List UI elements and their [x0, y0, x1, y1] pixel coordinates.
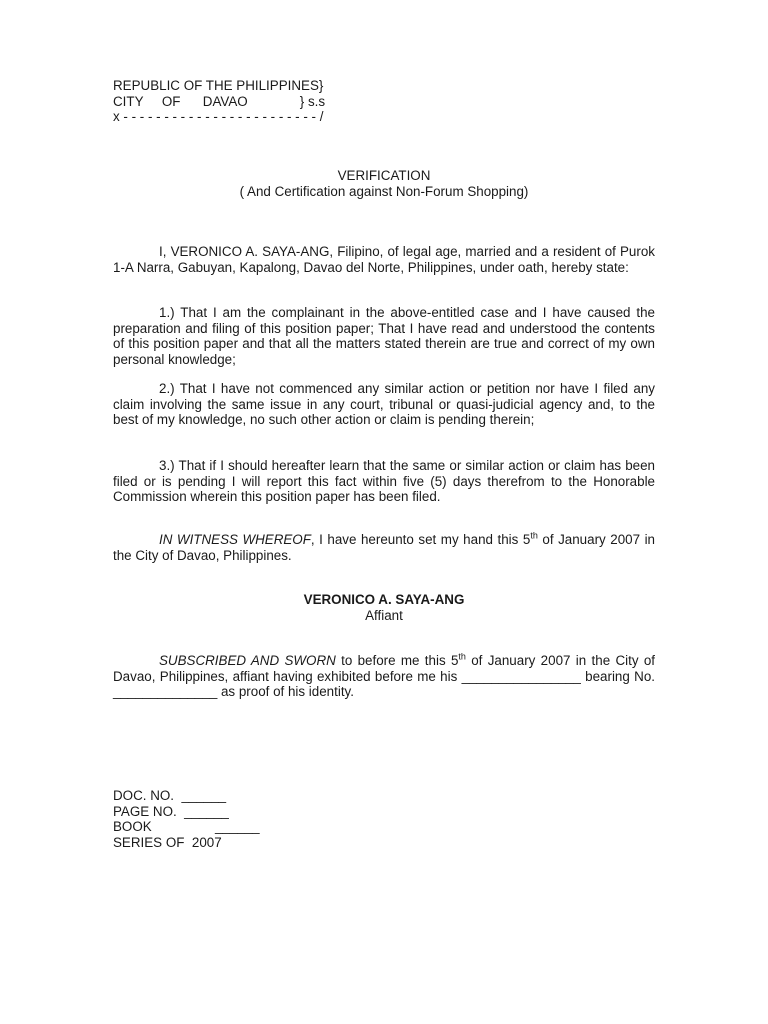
venue-city: CITY OF DAVAO } s.s	[113, 93, 326, 109]
item-1-paragraph: 1.) That I am the complainant in the above-entitled case and I have caused the preparation and filing of this position paper; That I have read and understood the contents of this position paper and that all the matters stated therein are true and correct of my own personal knowledge;	[113, 305, 655, 367]
document-title	[113, 168, 655, 199]
witness-paragraph	[113, 532, 655, 563]
witness-text-after: of January 2007 in the City of Davao, Philippines.	[113, 532, 656, 563]
jurat-lead: SUBSCRIBED AND SWORN	[159, 653, 336, 668]
notarial-register	[113, 788, 413, 850]
intro-paragraph: I, VERONICO A. SAYA-ANG, Filipino, of legal age, married and a resident of Purok 1-A Narra, Gabuyan, Kapalong, Davao del Norte, Philippines, under oath, hereby state:	[113, 244, 655, 275]
item-2-paragraph: 2.) That I have not commenced any similar action or petition nor have I filed any claim involving the same issue in any court, tribunal or quasi-judicial agency and, to the best of my knowledge, no such other action or claim is pending therein;	[113, 381, 655, 428]
witness-text-before: , I have hereunto set my hand this 5	[310, 532, 531, 547]
venue-divider: x - - - - - - - - - - - - - - - - - - - - - - - - /	[113, 109, 324, 125]
witness-lead: IN WITNESS WHEREOF	[159, 532, 311, 547]
venue-block	[113, 78, 373, 125]
jurat-text-after: of January 2007 in the City of Davao, Philippines, affiant having exhibited before me his ________________ bearing No. ______________ as proof of his identity.	[113, 653, 655, 700]
page-no-field: PAGE NO. ______	[113, 803, 229, 819]
doc-no-field: DOC. NO. ______	[113, 788, 227, 803]
affiant-role: Affiant	[365, 607, 403, 623]
title-main: VERIFICATION	[337, 168, 431, 183]
venue-republic: REPUBLIC OF THE PHILIPPINES}	[113, 78, 324, 93]
item-3-paragraph: 3.) That if I should hereafter learn that the same or similar action or claim has been filed or is pending I will report this fact within five (5) days therefrom to the Honorable Commission wherein this position paper has been filed.	[113, 458, 655, 505]
book-field: BOOK ______	[113, 819, 260, 835]
jurat-sup: th	[458, 651, 466, 662]
jurat-text-before: to before me this 5	[335, 653, 459, 668]
affiant-name: VERONICO A. SAYA-ANG	[303, 592, 465, 607]
jurat-paragraph	[113, 653, 655, 700]
series-field: SERIES OF 2007	[113, 834, 222, 850]
signature-block	[113, 592, 655, 623]
title-sub: ( And Certification against Non-Forum Shopping)	[239, 183, 529, 199]
witness-sup: th	[530, 530, 538, 541]
